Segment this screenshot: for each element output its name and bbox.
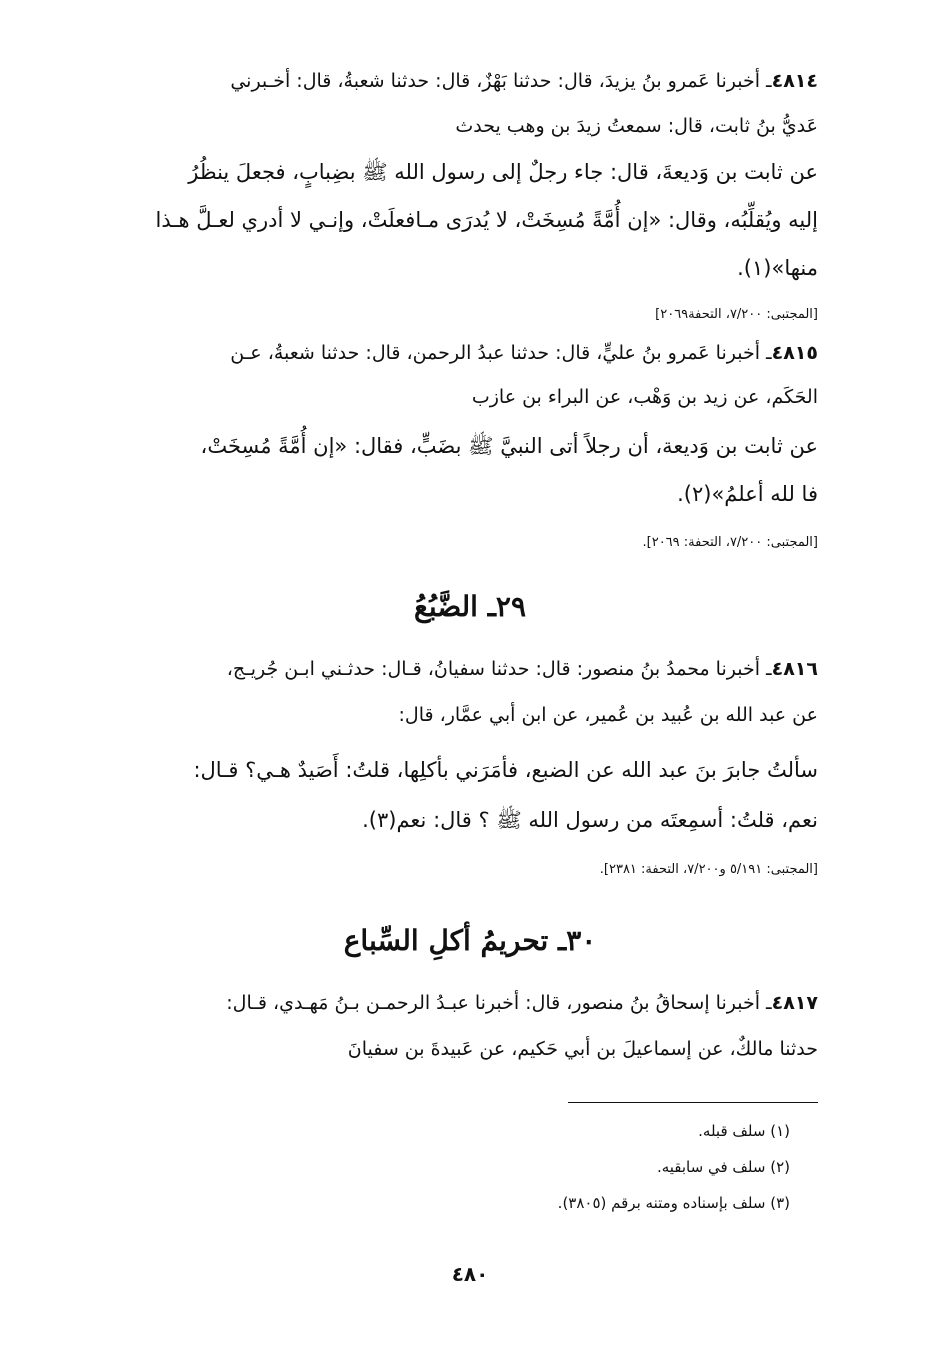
hadith-4816-reference: [المجتبى: ٥/١٩١ و٧/٢٠٠، التحفة: ٢٣٨١]. bbox=[599, 862, 818, 877]
hadith-4814-matn-line-3: منها»(١). bbox=[737, 256, 818, 280]
isnad-text: ـ أخبرنا إسحاقُ بنُ منصور، قال: أخبرنا عبـدُ الرحمـن بـنُ مَهـدي، قـال: bbox=[226, 992, 772, 1014]
hadith-4816-matn-line-1: سألتُ جابرَ بنَ عبد الله عن الضبع، فأمَرَني بأكلِها، قلتُ: أَصَيدٌ هـي؟ قـال: bbox=[193, 758, 818, 782]
hadith-4817-isnad-line-1 bbox=[122, 994, 818, 1013]
hadith-4815-isnad-line-2: الحَكَم، عن زيد بن وَهْب، عن البراء بن عازب bbox=[471, 386, 818, 408]
hadith-4816-isnad-line-1 bbox=[122, 660, 818, 679]
hadith-4817-isnad-line-2: حدثنا مالكٌ، عن إسماعيلَ بن أبي حَكيم، عن عَبيدةَ بن سفيانَ bbox=[347, 1038, 818, 1060]
hadith-4814-matn-line-1: عن ثابت بن وَديعةَ، قال: جاء رجلٌ إلى رسول الله ﷺ بضِبابٍ، فجعلَ ينظُرُ bbox=[188, 160, 818, 184]
hadith-number: ٤٨١٤ bbox=[771, 70, 818, 92]
page-number: ٤٨٠ bbox=[451, 1262, 489, 1286]
hadith-number: ٤٨١٧ bbox=[771, 992, 818, 1014]
hadith-4815-isnad-line-1 bbox=[122, 344, 818, 363]
hadith-number: ٤٨١٦ bbox=[771, 658, 818, 680]
hadith-4814-isnad-line-1 bbox=[122, 72, 818, 91]
footnote-3: (٣) سلف بإسناده ومتنه برقم (٣٨٠٥). bbox=[557, 1194, 790, 1212]
section-heading-30: ٣٠ـ تحريمُ أكلِ السِّباع bbox=[343, 924, 597, 957]
hadith-4815-matn-line-2: فا لله أعلمُ»(٢). bbox=[677, 482, 818, 506]
hadith-4816-isnad-line-2: عن عبد الله بن عُبيد بن عُمير، عن ابن أبي عمَّار، قال: bbox=[398, 704, 818, 726]
footnote-separator bbox=[568, 1102, 818, 1103]
hadith-4814-isnad-line-2: عَديُّ بنُ ثابت، قال: سمعتُ زيدَ بن وهب يحدث bbox=[455, 115, 818, 137]
hadith-4816-matn-line-2: نعم، قلتُ: أسمِعتَه من رسول الله ﷺ ؟ قال: نعم(٣). bbox=[362, 808, 818, 832]
hadith-4815-matn-line-1: عن ثابت بن وَديعة، أن رجلاً أتى النبيَّ ﷺ بضَبٍّ، فقال: «إن أُمَّةً مُسِخَتْ، bbox=[200, 434, 818, 458]
section-heading-29: ٢٩ـ الضَّبُعُ bbox=[414, 590, 526, 623]
isnad-text: ـ أخبرنا عَمرو بنُ عليٍّ، قال: حدثنا عبدُ الرحمن، قال: حدثنا شعبةُ، عـن bbox=[230, 342, 772, 364]
isnad-text: ـ أخبرنا عَمرو بنُ يزيدَ، قال: حدثنا بَهْزٌ، قال: حدثنا شعبةُ، قال: أخـبرني bbox=[230, 70, 772, 92]
footnote-1: (١) سلف قبله. bbox=[698, 1122, 790, 1140]
hadith-4814-reference: [المجتبى: ٧/٢٠٠، التحفة٢٠٦٩] bbox=[655, 307, 818, 322]
hadith-number: ٤٨١٥ bbox=[771, 342, 818, 364]
hadith-4815-reference: [المجتبى: ٧/٢٠٠، التحفة: ٢٠٦٩]. bbox=[642, 535, 818, 550]
hadith-4814-matn-line-2: إليه ويُقلِّبُه، وقال: «إن أُمَّةً مُسِخَتْ، لا يُدرَى مـافعلَتْ، وإنـي لا أدري لعـلَّ هـذا bbox=[155, 208, 818, 232]
isnad-text: ـ أخبرنا محمدُ بنُ منصور: قال: حدثنا سفيانُ، قـال: حدثـني ابـن جُريـج، bbox=[226, 658, 772, 680]
footnote-2: (٢) سلف في سابقيه. bbox=[656, 1158, 790, 1176]
